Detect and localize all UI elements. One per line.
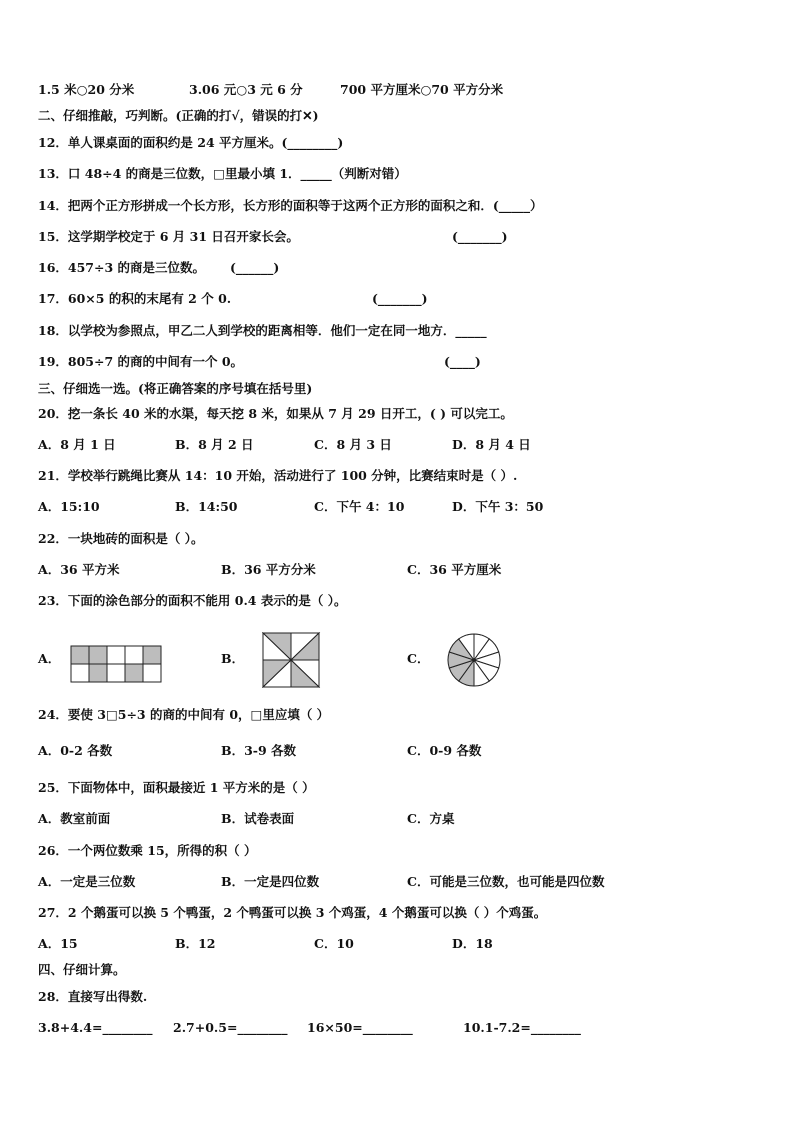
q22-option-b: B．36 平方分米	[221, 562, 316, 577]
q27-option-d: D．18	[452, 936, 493, 951]
q25-option-c: C．方桌	[407, 811, 455, 826]
grid-cell	[107, 646, 125, 664]
section-2-title: 二、仔细推敲，巧判断。(正确的打√，错误的打✕)	[38, 108, 319, 123]
q20-option-c: C．8 月 3 日	[314, 437, 392, 452]
q27-option-b: B．12	[175, 936, 216, 951]
q21-option-a: A．15:10	[38, 499, 100, 514]
question-19: 19．805÷7 的商的中间有一个 0。	[38, 354, 244, 369]
question-24: 24．要使 3□5÷3 的商的中间有 0，□里应填（ ）	[38, 707, 330, 722]
grid-cell	[107, 664, 125, 682]
question-17: 17．60×5 的积的末尾有 2 个 0.	[38, 291, 232, 306]
question-22: 22．一块地砖的面积是（ ）。	[38, 531, 204, 546]
grid-cell	[89, 646, 107, 664]
top-compare-2: 3.06 元○3 元 6 分	[189, 82, 303, 97]
grid-cell	[125, 664, 143, 682]
section-4-title: 四、仔细计算。	[38, 962, 126, 977]
q25-option-b: B．试卷表面	[221, 811, 295, 826]
grid-cell	[125, 646, 143, 664]
q23-option-b: B．	[221, 651, 245, 666]
question-15-blank: (_______)	[452, 229, 508, 244]
question-25: 25．下面物体中，面积最接近 1 平方米的是（ ）	[38, 780, 315, 795]
calc-item-2: 2.7+0.5=________	[173, 1020, 288, 1035]
question-28: 28．直接写出得数.	[38, 989, 148, 1004]
q27-option-a: A．15	[38, 936, 78, 951]
q24-option-b: B．3-9 各数	[221, 743, 297, 758]
q22-option-a: A．36 平方米	[38, 562, 120, 577]
question-26: 26．一个两位数乘 15，所得的积（ ）	[38, 843, 257, 858]
question-16: 16．457÷3 的商是三位数。	[38, 260, 206, 275]
q25-option-a: A．教室前面	[38, 811, 111, 826]
q21-option-c: C．下午 4：10	[314, 499, 405, 514]
q26-option-b: B．一定是四位数	[221, 874, 320, 889]
grid-figure	[70, 645, 164, 683]
grid-cell	[143, 664, 161, 682]
question-13: 13．口 48÷4 的商是三位数，□里最小填 1．_____（判断对错）	[38, 166, 407, 181]
grid-cell	[89, 664, 107, 682]
grid-cell	[71, 664, 89, 682]
square-wedge-figure	[262, 632, 322, 688]
top-compare-3: 700 平方厘米○70 平方分米	[340, 82, 504, 97]
q21-option-b: B．14:50	[175, 499, 238, 514]
section-3-title: 三、仔细选一选。(将正确答案的序号填在括号里)	[38, 381, 313, 396]
q23-option-c: C．	[407, 651, 430, 666]
q26-option-c: C．可能是三位数，也可能是四位数	[407, 874, 605, 889]
top-compare-1: 1.5 米○20 分米	[38, 82, 135, 97]
q20-option-a: A．8 月 1 日	[38, 437, 116, 452]
q24-option-c: C．0-9 各数	[407, 743, 482, 758]
q20-option-d: D．8 月 4 日	[452, 437, 531, 452]
q27-option-c: C．10	[314, 936, 354, 951]
question-18: 18．以学校为参照点，甲乙二人到学校的距离相等．他们一定在同一地方．_____	[38, 323, 487, 338]
calc-item-1: 3.8+4.4=________	[38, 1020, 153, 1035]
question-19-blank: (____)	[444, 354, 481, 369]
q26-option-a: A．一定是三位数	[38, 874, 136, 889]
question-17-blank: (_______)	[372, 291, 428, 306]
question-14: 14．把两个正方形拼成一个长方形，长方形的面积等于这两个正方形的面积之和．(_____）	[38, 198, 543, 213]
grid-cell	[143, 646, 161, 664]
question-16-blank: (______)	[230, 260, 280, 275]
question-15: 15．这学期学校定于 6 月 31 日召开家长会。	[38, 229, 299, 244]
q21-option-d: D．下午 3：50	[452, 499, 544, 514]
q23-option-a: A．	[38, 651, 61, 666]
calc-item-4: 10.1-7.2=________	[463, 1020, 581, 1035]
q24-option-a: A．0-2 各数	[38, 743, 113, 758]
question-12: 12．单人课桌面的面积约是 24 平方厘米。(________)	[38, 135, 344, 150]
circle-segment-figure	[446, 632, 502, 688]
question-23: 23．下面的涂色部分的面积不能用 0.4 表示的是（ ）。	[38, 593, 347, 608]
calc-item-3: 16×50=________	[307, 1020, 413, 1035]
grid-cell	[71, 646, 89, 664]
question-20: 20．挖一条长 40 米的水渠，每天挖 8 米，如果从 7 月 29 日开工，( ) 可以完工。	[38, 406, 513, 421]
question-27: 27．2 个鹅蛋可以换 5 个鸭蛋，2 个鸭蛋可以换 3 个鸡蛋，4 个鹅蛋可以换（ ）个鸡蛋。	[38, 905, 547, 920]
question-21: 21．学校举行跳绳比赛从 14：10 开始，活动进行了 100 分钟，比赛结束时是（ ）.	[38, 468, 518, 483]
q20-option-b: B．8 月 2 日	[175, 437, 254, 452]
q22-option-c: C．36 平方厘米	[407, 562, 502, 577]
